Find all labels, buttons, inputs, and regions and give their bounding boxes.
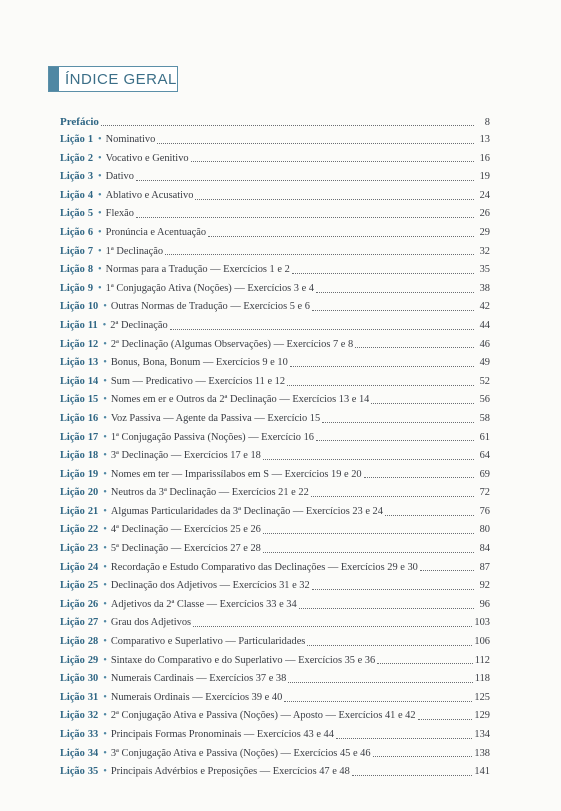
lesson-label — [60, 633, 98, 652]
lesson-label — [60, 559, 98, 578]
lesson-word: Lição — [60, 412, 85, 424]
lesson-number: 15 — [87, 394, 99, 406]
lesson-word: Lição — [60, 617, 85, 629]
bullet-separator: • — [98, 264, 102, 276]
toc-row-lesson[interactable] — [60, 224, 490, 243]
lesson-label — [60, 521, 98, 540]
lesson-title: Adjetivos da 2ª Classe — Exercícios 33 e 34 — [110, 598, 297, 610]
bullet-separator: • — [103, 431, 107, 443]
bullet-separator: • — [103, 450, 107, 462]
toc-row-lesson[interactable] — [60, 429, 490, 448]
toc-row-lesson[interactable] — [60, 521, 490, 540]
lesson-page: 58 — [479, 412, 490, 424]
lesson-title: Algumas Particularidades da 3ª Declinação — Exercícios 23 e 24 — [110, 505, 383, 517]
toc-row-lesson[interactable] — [60, 540, 490, 559]
toc-row-lesson[interactable] — [60, 726, 490, 745]
lesson-title: 1ª Declinação — [105, 245, 164, 257]
lesson-number: 31 — [87, 691, 99, 703]
lesson-number: 32 — [87, 710, 99, 722]
lesson-title: Principais Advérbios e Preposições — Exercícios 47 e 48 — [110, 766, 350, 778]
lesson-number: 17 — [87, 431, 99, 443]
lesson-title: 5ª Declinação — Exercícios 27 e 28 — [110, 543, 261, 555]
lesson-word: Lição — [60, 691, 85, 703]
lesson-title: Outras Normas de Tradução — Exercícios 5 e 6 — [110, 301, 310, 313]
lesson-label — [60, 447, 98, 466]
lesson-word: Lição — [60, 468, 85, 480]
lesson-title: Ablativo e Acusativo — [105, 189, 194, 201]
lesson-page: 26 — [479, 208, 490, 220]
lesson-word: Lição — [60, 357, 85, 369]
lesson-number: 30 — [87, 673, 99, 685]
lesson-number: 13 — [87, 357, 99, 369]
toc-row-lesson[interactable] — [60, 298, 490, 317]
bullet-separator: • — [103, 766, 107, 778]
bullet-separator: • — [103, 561, 107, 573]
leader-dots — [263, 459, 474, 460]
bullet-separator: • — [103, 673, 107, 685]
lesson-number: 25 — [87, 580, 99, 592]
leader-dots — [292, 273, 474, 274]
bullet-separator: • — [98, 208, 102, 220]
lesson-label — [60, 187, 93, 206]
lesson-number: 9 — [87, 282, 94, 294]
toc-row-lesson[interactable] — [60, 317, 490, 336]
leader-dots — [307, 645, 472, 646]
lesson-number: 6 — [87, 226, 94, 238]
toc-row-lesson[interactable] — [60, 187, 490, 206]
page-title: ÍNDICE GERAL — [65, 70, 177, 88]
leader-dots — [136, 180, 474, 181]
header-accent-tab — [49, 67, 59, 91]
toc-row-lesson[interactable] — [60, 614, 490, 633]
lesson-page: 56 — [479, 394, 490, 406]
lesson-label — [60, 689, 98, 708]
bullet-separator: • — [103, 710, 107, 722]
lesson-word: Lição — [60, 394, 85, 406]
lesson-label — [60, 317, 98, 336]
bullet-separator: • — [103, 617, 107, 629]
lesson-title: Dativo — [105, 171, 134, 183]
lesson-word: Lição — [60, 636, 85, 648]
leader-dots — [191, 161, 474, 162]
toc-row-lesson[interactable] — [60, 205, 490, 224]
leader-dots — [352, 775, 473, 776]
leader-dots — [101, 125, 474, 126]
lesson-page: 134 — [474, 729, 490, 740]
lesson-label — [60, 410, 98, 429]
lesson-label — [60, 224, 93, 243]
lesson-page: 87 — [479, 561, 490, 573]
lesson-word: Lição — [60, 245, 85, 257]
toc-row-lesson[interactable] — [60, 150, 490, 169]
bullet-separator: • — [103, 357, 107, 369]
lesson-label — [60, 391, 98, 410]
toc-row-lesson[interactable] — [60, 373, 490, 392]
lesson-page: 80 — [479, 524, 490, 536]
lesson-title: Numerais Ordinais — Exercícios 39 e 40 — [110, 691, 283, 703]
lesson-number: 19 — [87, 468, 99, 480]
lesson-title: 2ª Declinação (Algumas Observações) — Exercícios 7 e 8 — [110, 338, 354, 350]
bullet-separator: • — [103, 394, 107, 406]
lesson-label — [60, 577, 98, 596]
lesson-label — [60, 150, 93, 169]
lesson-label — [60, 726, 98, 745]
lesson-word: Lição — [60, 598, 85, 610]
toc-row-lesson[interactable] — [60, 336, 490, 355]
lesson-label — [60, 484, 98, 503]
bullet-separator: • — [103, 729, 107, 740]
lesson-word: Lição — [60, 766, 85, 778]
lesson-label — [60, 707, 98, 726]
lesson-label — [60, 336, 98, 355]
lesson-word: Lição — [60, 673, 85, 685]
lesson-title: Nomes em ter — Imparissílabos em S — Exercícios 19 e 20 — [110, 468, 362, 480]
lesson-title: 4ª Declinação — Exercícios 25 e 26 — [110, 524, 261, 536]
leader-dots — [316, 440, 474, 441]
leader-dots — [377, 663, 473, 664]
lesson-word: Lição — [60, 338, 85, 350]
lesson-label — [60, 261, 93, 280]
toc-row-lesson[interactable] — [60, 391, 490, 410]
bullet-separator: • — [103, 487, 107, 499]
lesson-title: 3ª Conjugação Ativa e Passiva (Noções) — Exercícios 45 e 46 — [110, 747, 371, 759]
lesson-word: Lição — [60, 375, 85, 387]
bullet-separator: • — [103, 636, 107, 648]
bullet-separator: • — [103, 691, 107, 703]
leader-dots — [287, 385, 474, 386]
toc-row-lesson[interactable] — [60, 670, 490, 689]
bullet-separator: • — [103, 338, 107, 350]
leader-dots — [311, 496, 474, 497]
lesson-label — [60, 168, 93, 187]
bullet-separator: • — [103, 543, 107, 555]
leader-dots — [288, 682, 472, 683]
lesson-title: Vocativo e Genitivo — [105, 152, 189, 164]
lesson-word: Lição — [60, 264, 85, 276]
lesson-title: Recordação e Estudo Comparativo das Declinações — Exercícios 29 e 30 — [110, 561, 418, 573]
lesson-number: 29 — [87, 654, 99, 666]
lesson-number: 22 — [87, 524, 99, 536]
lesson-page: 84 — [479, 543, 490, 555]
leader-dots — [136, 217, 474, 218]
lesson-number: 34 — [87, 747, 99, 759]
lesson-number: 26 — [87, 598, 99, 610]
lesson-page: 129 — [474, 710, 490, 722]
lesson-number: 11 — [87, 319, 98, 331]
preface-page: 8 — [484, 117, 490, 128]
lesson-word: Lição — [60, 505, 85, 517]
lesson-title: Voz Passiva — Agente da Passiva — Exercício 15 — [110, 412, 321, 424]
toc-row-preface[interactable] — [60, 114, 490, 131]
leader-dots — [322, 422, 474, 423]
lesson-page: 32 — [479, 245, 490, 257]
lesson-number: 7 — [87, 245, 94, 257]
lesson-title: Flexão — [105, 208, 134, 220]
lesson-number: 33 — [87, 729, 99, 740]
bullet-separator: • — [103, 412, 107, 424]
leader-dots — [418, 719, 473, 720]
toc-row-lesson[interactable] — [60, 354, 490, 373]
lesson-label — [60, 243, 93, 262]
leader-dots — [208, 236, 474, 237]
toc-row-lesson[interactable] — [60, 689, 490, 708]
lesson-page: 138 — [474, 747, 490, 759]
lesson-number: 23 — [87, 543, 99, 555]
lesson-label — [60, 614, 98, 633]
lesson-word: Lição — [60, 747, 85, 759]
lesson-page: 112 — [474, 654, 490, 666]
lesson-word: Lição — [60, 319, 85, 331]
lesson-title: Sintaxe do Comparativo e do Superlativo — Exercícios 35 e 36 — [110, 654, 376, 666]
lesson-word: Lição — [60, 543, 85, 555]
lesson-title: Declinação dos Adjetivos — Exercícios 31 e 32 — [110, 580, 310, 592]
bullet-separator: • — [103, 524, 107, 536]
lesson-title: 3ª Declinação — Exercícios 17 e 18 — [110, 450, 261, 462]
toc-row-lesson[interactable] — [60, 763, 490, 782]
lesson-number: 8 — [87, 264, 94, 276]
lesson-page: 42 — [479, 301, 490, 313]
bullet-separator: • — [103, 598, 107, 610]
toc-row-lesson[interactable] — [60, 131, 490, 150]
bullet-separator: • — [103, 468, 107, 480]
lesson-page: 49 — [479, 357, 490, 369]
lesson-page: 38 — [479, 282, 490, 294]
toc-row-lesson[interactable] — [60, 261, 490, 280]
leader-dots — [316, 292, 474, 293]
lesson-number: 35 — [87, 766, 99, 778]
lesson-number: 16 — [87, 412, 99, 424]
lesson-page: 35 — [479, 264, 490, 276]
bullet-separator: • — [103, 505, 107, 517]
lesson-label — [60, 298, 98, 317]
bullet-separator: • — [98, 282, 102, 294]
lesson-title: 2ª Conjugação Ativa e Passiva (Noções) — Aposto — Exercícios 41 e 42 — [110, 710, 416, 722]
bullet-separator: • — [98, 245, 102, 257]
leader-dots — [195, 199, 474, 200]
lesson-page: 96 — [479, 598, 490, 610]
bullet-separator: • — [103, 375, 107, 387]
lesson-label — [60, 354, 98, 373]
lesson-word: Lição — [60, 134, 85, 145]
lesson-number: 12 — [87, 338, 99, 350]
toc-row-lesson[interactable] — [60, 652, 490, 671]
lesson-page: 76 — [479, 505, 490, 517]
leader-dots — [290, 366, 474, 367]
lesson-title: Pronúncia e Acentuação — [105, 226, 207, 238]
lesson-number: 27 — [87, 617, 99, 629]
lesson-number: 5 — [87, 208, 94, 220]
lesson-label — [60, 503, 98, 522]
bullet-separator: • — [103, 654, 107, 666]
lesson-number: 14 — [87, 375, 99, 387]
lesson-title: 1ª Conjugação Ativa (Noções) — Exercícios 3 e 4 — [105, 282, 314, 294]
section-header — [48, 66, 178, 92]
leader-dots — [420, 570, 474, 571]
bullet-separator: • — [102, 319, 107, 331]
lesson-word: Lição — [60, 450, 85, 462]
bullet-separator: • — [103, 580, 107, 592]
lesson-title: Nomes em er e Outros da 2ª Declinação — Exercícios 13 e 14 — [110, 394, 370, 406]
lesson-label — [60, 131, 93, 150]
bullet-separator: • — [98, 189, 102, 201]
lesson-word: Lição — [60, 226, 85, 238]
leader-dots — [371, 403, 474, 404]
toc-row-lesson[interactable] — [60, 596, 490, 615]
toc-row-lesson[interactable] — [60, 447, 490, 466]
bullet-separator: • — [98, 134, 102, 145]
lesson-number: 28 — [87, 636, 99, 648]
leader-dots — [263, 552, 474, 553]
lesson-label — [60, 373, 98, 392]
leader-dots — [312, 310, 474, 311]
leader-dots — [373, 756, 473, 757]
leader-dots — [336, 738, 472, 739]
preface-label: Prefácio — [60, 116, 99, 128]
leader-dots — [157, 143, 474, 144]
table-of-contents — [60, 114, 490, 782]
bullet-separator: • — [98, 226, 102, 238]
lesson-title: 2ª Declinação — [110, 319, 168, 331]
bullet-separator: • — [98, 152, 102, 164]
leader-dots — [193, 626, 472, 627]
leader-dots — [165, 254, 474, 255]
leader-dots — [385, 515, 474, 516]
lesson-number: 10 — [87, 301, 99, 313]
lesson-word: Lição — [60, 431, 85, 443]
lesson-number: 18 — [87, 450, 99, 462]
lesson-word: Lição — [60, 710, 85, 722]
lesson-number: 4 — [87, 189, 94, 201]
toc-row-lesson[interactable] — [60, 633, 490, 652]
toc-row-lesson[interactable] — [60, 577, 490, 596]
lesson-page: 69 — [479, 468, 490, 480]
lesson-word: Lição — [60, 152, 85, 164]
bullet-separator: • — [103, 301, 107, 313]
lesson-word: Lição — [60, 301, 85, 313]
lesson-page: 24 — [479, 189, 490, 201]
toc-row-lesson[interactable] — [60, 168, 490, 187]
lesson-title: Neutros da 3ª Declinação — Exercícios 21 e 22 — [110, 487, 309, 499]
lesson-page: 103 — [474, 617, 490, 629]
lesson-title: Sum — Predicativo — Exercícios 11 e 12 — [110, 375, 286, 387]
lesson-page: 46 — [479, 338, 490, 350]
lesson-page: 52 — [479, 375, 490, 387]
leader-dots — [299, 608, 474, 609]
toc-row-lesson[interactable] — [60, 745, 490, 764]
lesson-page: 16 — [479, 152, 490, 164]
lesson-page: 92 — [479, 580, 490, 592]
lesson-word: Lição — [60, 729, 85, 740]
lesson-label — [60, 466, 98, 485]
lesson-label — [60, 763, 98, 782]
lesson-word: Lição — [60, 282, 85, 294]
lesson-label — [60, 596, 98, 615]
lesson-title: Nominativo — [105, 134, 156, 145]
lesson-title: Grau dos Adjetivos — [110, 617, 192, 629]
lesson-word: Lição — [60, 189, 85, 201]
lesson-title: Comparativo e Superlativo — Particularidades — [110, 636, 306, 648]
leader-dots — [284, 701, 472, 702]
lesson-page: 44 — [479, 319, 490, 331]
lesson-word: Lição — [60, 171, 85, 183]
lesson-title: 1ª Conjugação Passiva (Noções) — Exercício 16 — [110, 431, 314, 443]
lesson-page: 29 — [479, 226, 490, 238]
toc-row-lesson[interactable] — [60, 503, 490, 522]
lesson-page: 141 — [474, 766, 490, 778]
bullet-separator: • — [103, 747, 107, 759]
lesson-page: 106 — [474, 636, 490, 648]
leader-dots — [170, 329, 474, 330]
lesson-word: Lição — [60, 580, 85, 592]
toc-row-lesson[interactable] — [60, 280, 490, 299]
leader-dots — [263, 533, 474, 534]
lesson-word: Lição — [60, 561, 85, 573]
lesson-label — [60, 652, 98, 671]
lesson-label — [60, 205, 93, 224]
leader-dots — [355, 347, 474, 348]
lesson-word: Lição — [60, 524, 85, 536]
lesson-label — [60, 745, 98, 764]
toc-row-lesson[interactable] — [60, 243, 490, 262]
lesson-number: 2 — [87, 152, 94, 164]
toc-row-lesson[interactable] — [60, 410, 490, 429]
lesson-word: Lição — [60, 487, 85, 499]
lesson-title: Normas para a Tradução — Exercícios 1 e 2 — [105, 264, 290, 276]
toc-row-lesson[interactable] — [60, 707, 490, 726]
lesson-number: 20 — [87, 487, 99, 499]
lesson-page: 61 — [479, 431, 490, 443]
lesson-page: 125 — [474, 691, 490, 703]
lesson-title: Numerais Cardinais — Exercícios 37 e 38 — [110, 673, 287, 685]
leader-dots — [312, 589, 474, 590]
lesson-label — [60, 280, 93, 299]
lesson-number: 21 — [87, 505, 99, 517]
lesson-page: 19 — [479, 171, 490, 183]
toc-row-lesson[interactable] — [60, 484, 490, 503]
lesson-number: 24 — [87, 561, 99, 573]
bullet-separator: • — [98, 171, 102, 183]
lesson-page: 13 — [479, 134, 490, 145]
lesson-title: Principais Formas Pronominais — Exercícios 43 e 44 — [110, 729, 334, 740]
lesson-page: 64 — [479, 450, 490, 462]
toc-row-lesson[interactable] — [60, 559, 490, 578]
lesson-word: Lição — [60, 654, 85, 666]
lesson-label — [60, 429, 98, 448]
lesson-page: 72 — [479, 487, 490, 499]
leader-dots — [364, 477, 474, 478]
lesson-label — [60, 670, 98, 689]
toc-row-lesson[interactable] — [60, 466, 490, 485]
lesson-number: 3 — [87, 171, 94, 183]
lesson-title: Bonus, Bona, Bonum — Exercícios 9 e 10 — [110, 357, 288, 369]
lesson-number: 1 — [87, 134, 94, 145]
lesson-word: Lição — [60, 208, 85, 220]
lesson-page: 118 — [474, 673, 490, 685]
lesson-label — [60, 540, 98, 559]
